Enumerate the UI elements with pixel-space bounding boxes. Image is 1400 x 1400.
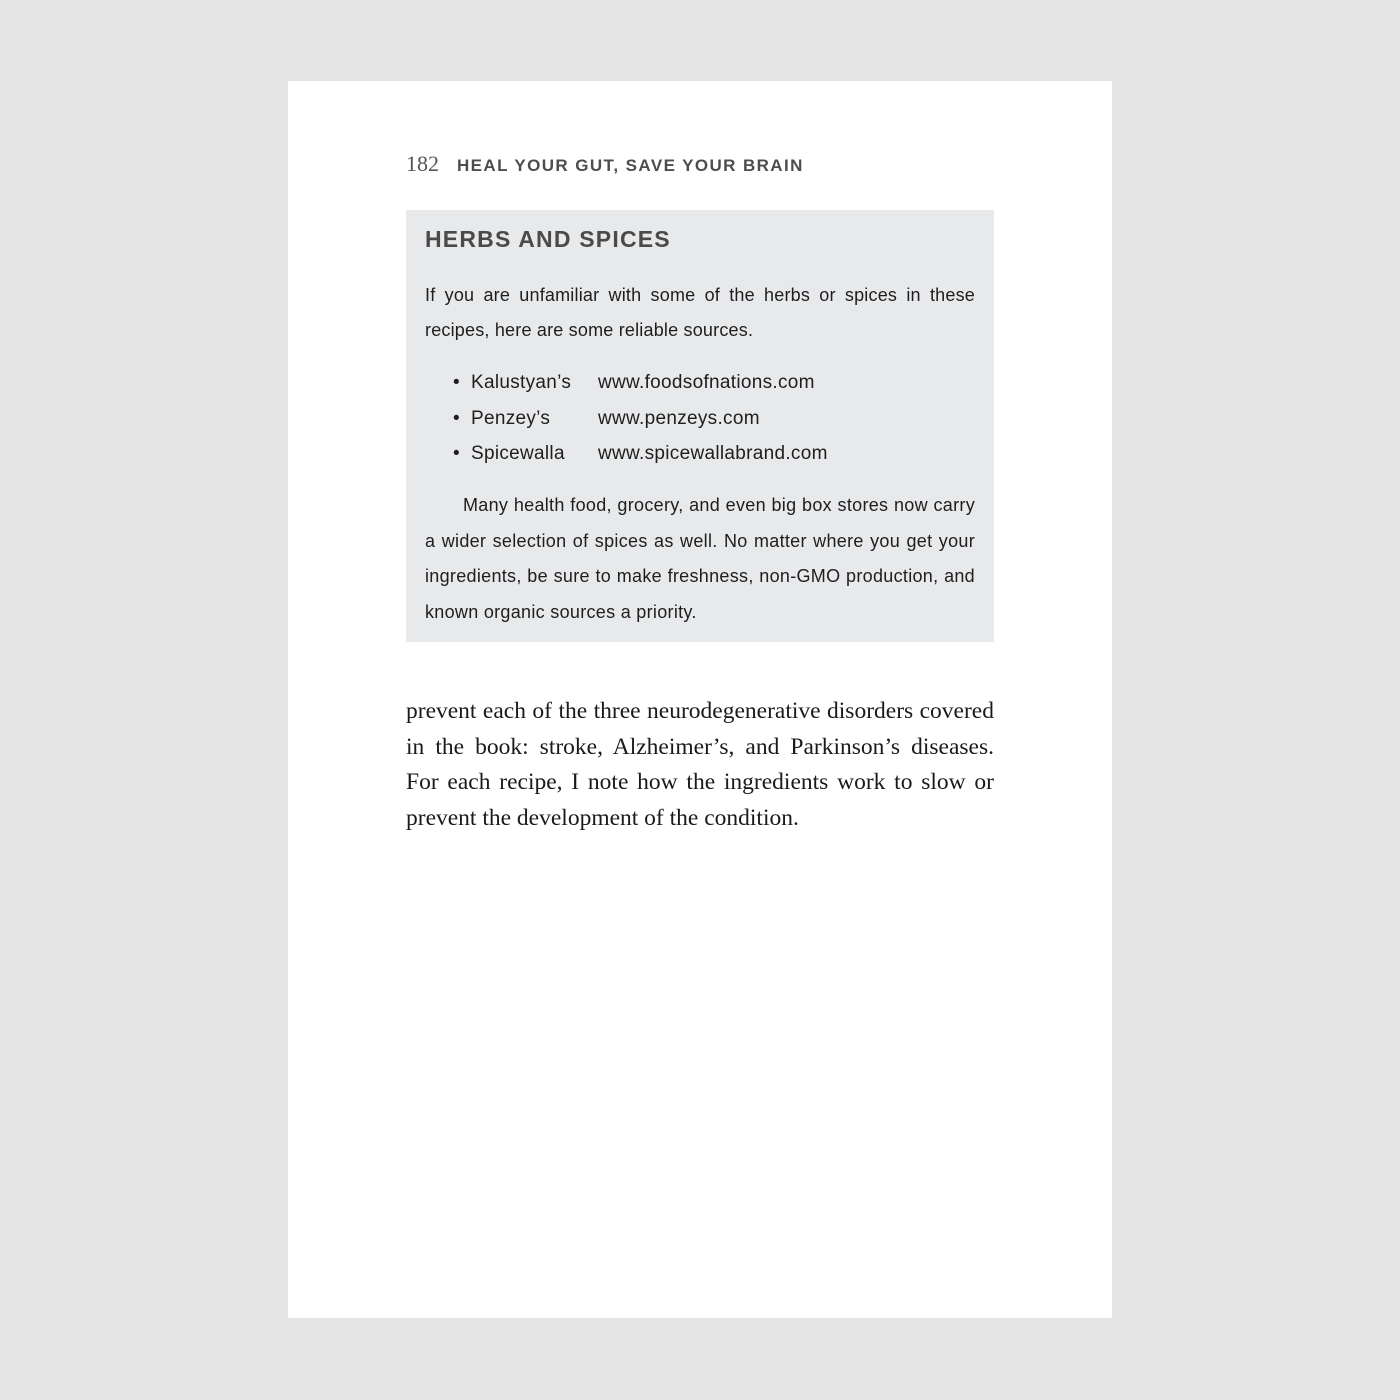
list-item <box>453 365 828 401</box>
sidebar-outro: Many health food, grocery, and even big box stores now carry a wider selection of spices as well. No matter where you get your ingredients, be sure to make freshness, non-GMO production, and known organic sources a priority. <box>425 495 975 622</box>
source-url: www.spicewallabrand.com <box>598 443 828 464</box>
list-item <box>453 401 828 437</box>
book-page <box>288 81 1112 1318</box>
page-number: 182 <box>406 151 439 176</box>
sidebar-heading: HERBS AND SPICES <box>425 226 671 252</box>
source-url: www.foodsofnations.com <box>598 372 815 393</box>
running-head <box>406 151 804 181</box>
bullet-icon: • <box>453 372 460 393</box>
bullet-icon: • <box>453 443 460 464</box>
body-paragraph: prevent each of the three neurodegenerative disorders covered in the book: stroke, Alzheimer’s, and Parkinson’s diseases. For each recipe, I note how the ingredients work to slow or prevent the development of the condition. <box>406 698 994 831</box>
bullet-icon: • <box>453 407 460 429</box>
book-title: HEAL YOUR GUT, SAVE YOUR BRAIN <box>457 156 804 175</box>
list-item <box>453 436 828 472</box>
source-name: Spicewalla <box>471 443 565 464</box>
source-list <box>453 365 828 472</box>
source-url: www.penzeys.com <box>598 407 760 429</box>
herbs-spices-sidebar <box>406 210 994 642</box>
source-name: Kalustyan’s <box>471 372 572 393</box>
sidebar-intro: If you are unfamiliar with some of the herbs or spices in these recipes, here are some reliable sources. <box>425 285 975 340</box>
source-name: Penzey’s <box>471 407 551 429</box>
